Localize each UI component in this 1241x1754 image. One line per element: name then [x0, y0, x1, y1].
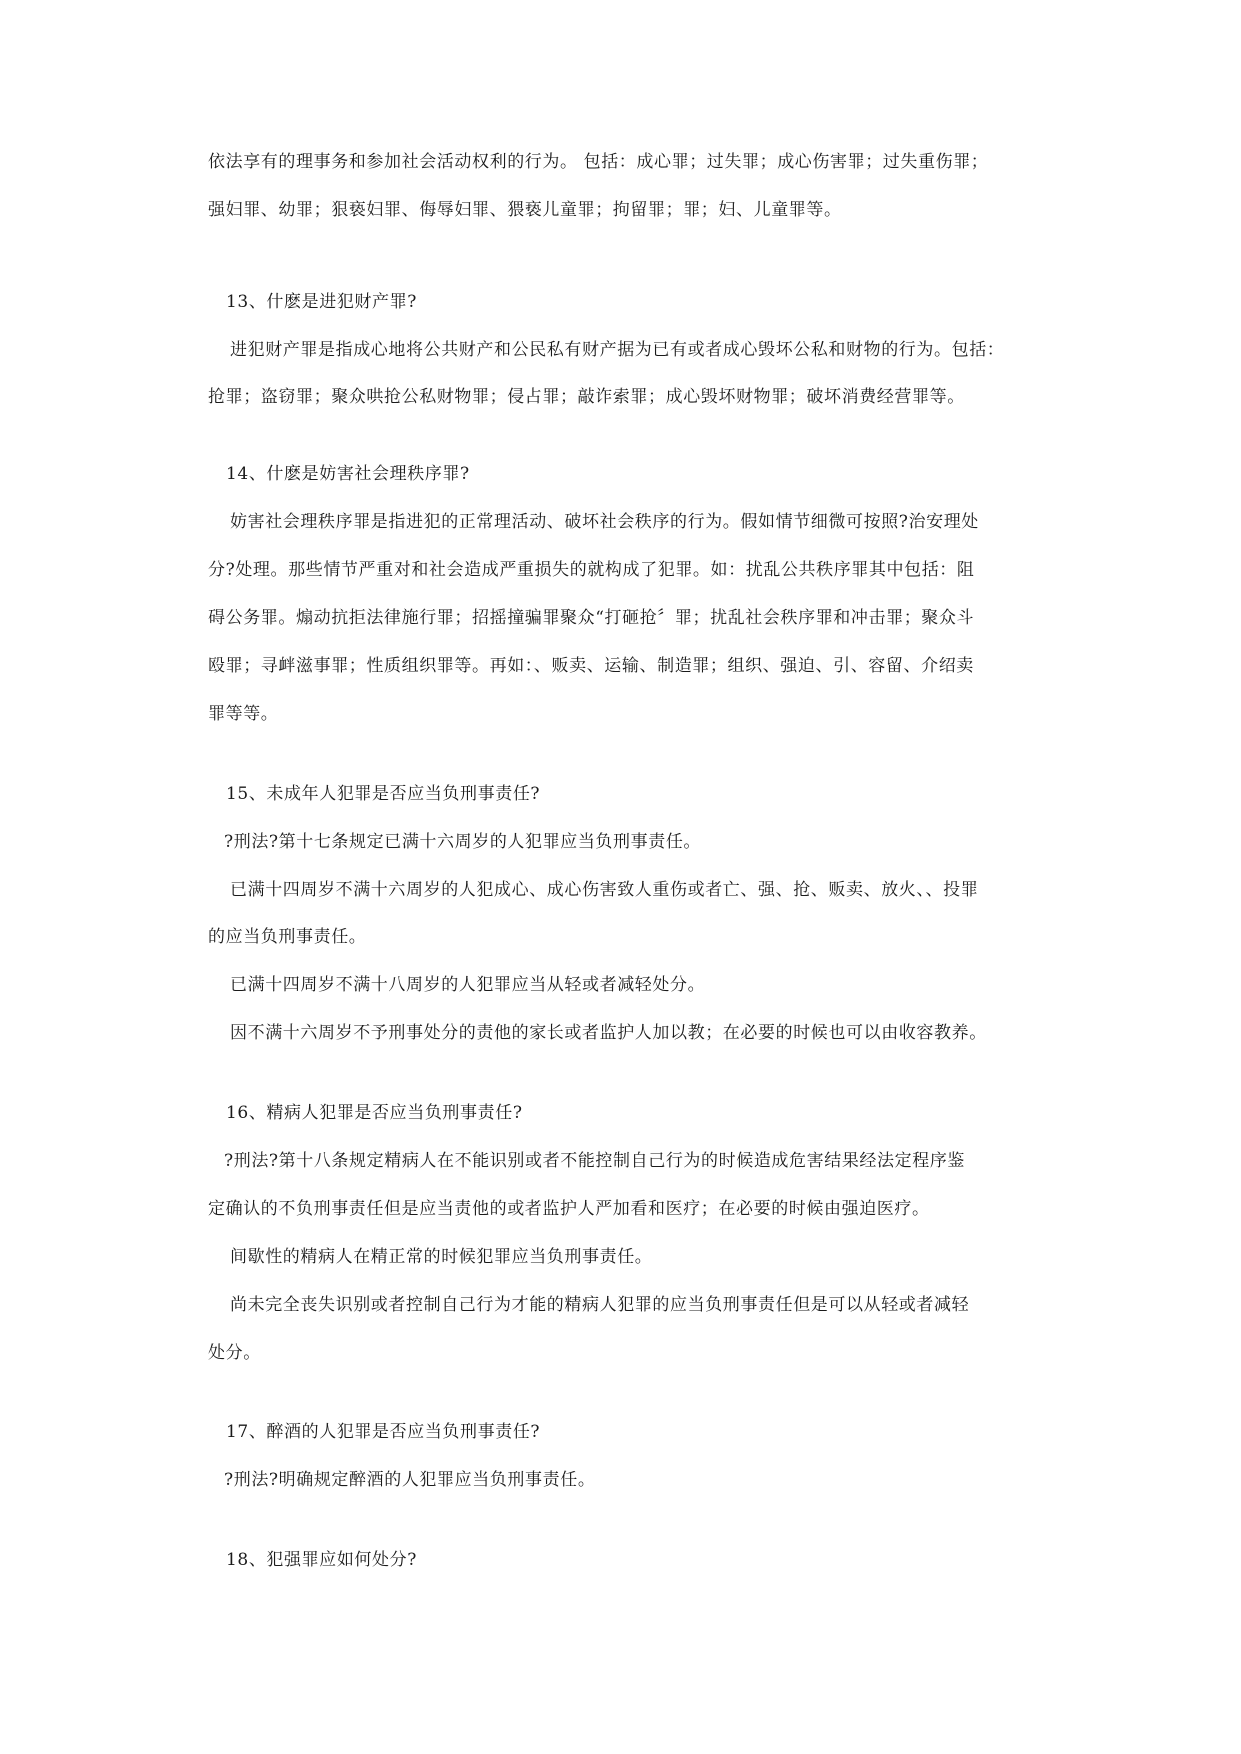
paragraph-line: ?刑法?明确规定醉酒的人犯罪应当负刑事责任。 — [224, 1470, 596, 1490]
paragraph-line: 殴罪；寻衅滋事罪；性质组织罪等。再如：、贩卖、运输、制造罪；组织、强迫、引、容留、介绍卖 — [208, 656, 974, 676]
paragraph-line: 碍公务罪。煽动抗拒法律施行罪；招摇撞骗罪聚众“打砸抢〞罪；扰乱社会秩序罪和冲击罪；聚众斗 — [208, 608, 975, 628]
question-heading: 15、未成年人犯罪是否应当负刑事责任? — [226, 784, 541, 804]
paragraph-line: 已满十四周岁不满十八周岁的人犯罪应当从轻或者减轻处分。 — [230, 975, 706, 995]
question-heading: 18、犯强罪应如何处分? — [226, 1550, 417, 1570]
paragraph-line: 进犯财产罪是指成心地将公共财产和公民私有财产据为已有或者成心毁坏公私和财物的行为。包括： — [230, 340, 1005, 360]
paragraph-line: 依法享有的理事务和参加社会活动权利的行为。 包括：成心罪；过失罪；成心伤害罪；过失重伤罪； — [208, 152, 989, 172]
question-heading: 13、什麽是进犯财产罪? — [226, 292, 417, 312]
question-heading: 16、精病人犯罪是否应当负刑事责任? — [226, 1103, 523, 1123]
paragraph-line: 罪等等。 — [208, 704, 279, 724]
question-heading: 14、什麽是妨害社会理秩序罪? — [226, 464, 470, 484]
paragraph-line: 妨害社会理秩序罪是指进犯的正常理活动、破坏社会秩序的行为。假如情节细微可按照?治安理处 — [230, 512, 979, 532]
paragraph-line: ?刑法?第十八条规定精病人在不能识别或者不能控制自己行为的时候造成危害结果经法定程序鉴 — [224, 1151, 966, 1171]
paragraph-line: 分?处理。那些情节严重对和社会造成严重损失的就构成了犯罪。如：扰乱公共秩序罪其中包括：阻 — [208, 560, 975, 580]
paragraph-line: 因不满十六周岁不予刑事处分的责他的家长或者监护人加以教；在必要的时候也可以由收容教养。 — [230, 1023, 987, 1043]
question-heading: 17、醉酒的人犯罪是否应当负刑事责任? — [226, 1422, 541, 1442]
paragraph-line: 强妇罪、幼罪；狠亵妇罪、侮辱妇罪、猥亵儿童罪；拘留罪；罪；妇、儿童罪等。 — [208, 200, 842, 220]
paragraph-line: ?刑法?第十七条规定已满十六周岁的人犯罪应当负刑事责任。 — [224, 832, 702, 852]
paragraph-line: 抢罪；盗窃罪；聚众哄抢公私财物罪；侵占罪；敲诈索罪；成心毁坏财物罪；破坏消费经营罪等。 — [208, 387, 965, 407]
paragraph-line: 的应当负刑事责任。 — [208, 927, 367, 947]
paragraph-line: 定确认的不负刑事责任但是应当责他的或者监护人严加看和医疗；在必要的时候由强迫医疗。 — [208, 1199, 930, 1219]
paragraph-line: 间歇性的精病人在精正常的时候犯罪应当负刑事责任。 — [230, 1247, 653, 1267]
paragraph-line: 尚未完全丧失识别或者控制自己行为才能的精病人犯罪的应当负刑事责任但是可以从轻或者减轻 — [230, 1295, 970, 1315]
paragraph-line: 已满十四周岁不满十六周岁的人犯成心、成心伤害致人重伤或者亡、强、抢、贩卖、放火、、投罪 — [230, 880, 979, 900]
paragraph-line: 处分。 — [208, 1343, 261, 1363]
